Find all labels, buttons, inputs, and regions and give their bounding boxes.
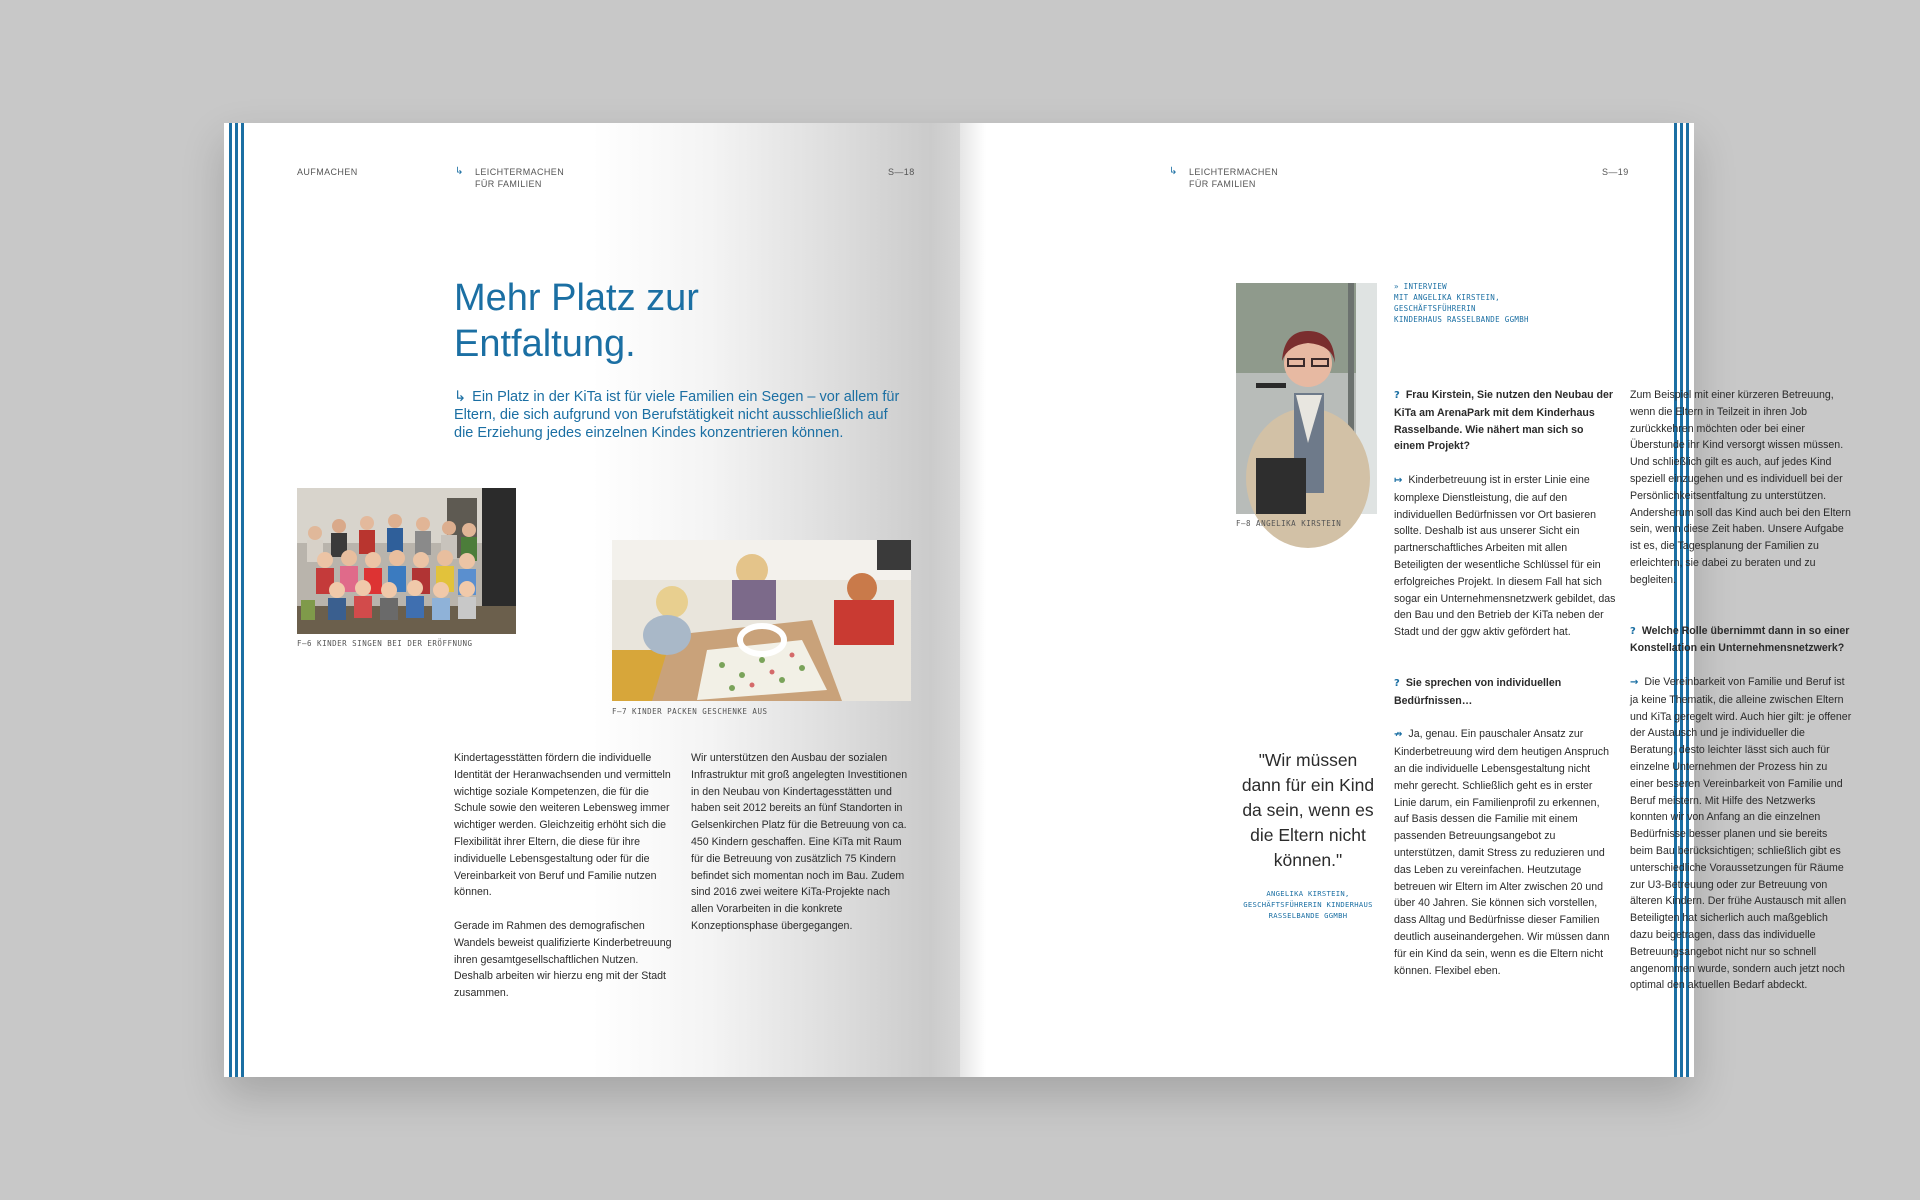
children-group-image <box>297 488 516 634</box>
question-mark-icon: ? <box>1394 677 1400 689</box>
answer-2-continued: Zum Beispiel mit einer kürzeren Betreuung, wenn die Eltern in Teilzeit in ihren Job zurückkehren möchten oder bei einer Überstunde ihr Kind versorgt wissen müssen. Und schließlich gilt es auch, auf jedes Kind speziell einzugehen und es individuell bei der Persönlichkeitsentfaltung zu unterstützen. Andersherum soll das Kind auch bei den Eltern sein, wenn diese Zeit haben. Unsere Aufgabe ist es, die Tagesplanung der Familien zu erleichtern, sie dabei zu beraten und zu begleiten. <box>1630 389 1851 586</box>
question-mark-icon: ? <box>1630 625 1636 637</box>
interview-tag-line: » INTERVIEW <box>1394 282 1447 291</box>
answer-arrow-icon: → <box>1630 676 1639 688</box>
interview-column-1 <box>1394 387 1617 1013</box>
question-2 <box>1394 675 1617 710</box>
left-edge-stripes <box>228 123 248 1077</box>
portrait-caption: F–8 ANGELIKA KIRSTEIN <box>1236 519 1342 528</box>
topic-line-1: LEICHTERMACHEN <box>1189 167 1279 177</box>
page-title <box>454 275 699 367</box>
photo-caption-7: F–7 KINDER PACKEN GESCHENKE AUS <box>612 707 768 716</box>
title-line-1: Mehr Platz zur <box>454 277 699 319</box>
quote-source-line: RASSELBANDE GGMBH <box>1268 911 1348 920</box>
answer-3-text: Die Vereinbarkeit von Familie und Beruf ist ja keine Thematik, die alleine zwischen Eltern und KiTa geregelt wird. Auch hier gilt: je offener der Austausch und je individueller die Beratung, desto leichter lässt sich auch für einzelne Unternehmen der Prozess hin zu einer besseren Vereinbarkeit von Familie und Beruf meistern. Mit Hilfe des Netzwerks konnten wir von Anfang an die einzelnen Bedürfnisse besser planen und sie bereits beim Bau berücksichtigen; schließlich gibt es unterschiedliche Voraussetzungen für Räume zur U3-Betreuung oder zur Betreuung von älteren Kindern. Der frühe Austausch mit allen Beteiligten hat sicherlich auch maßgeblich dazu beigetragen, dass das individuelle Betreuungsangebot nicht nur so schnell angenommen wurde, sondern auch jetzt noch optimal den aktuellen Bedarf abdeckt. <box>1630 675 1852 992</box>
left-page <box>224 123 960 1077</box>
photo-children-unpacking <box>612 540 911 701</box>
interview-tag-line: KINDERHAUS RASSELBANDE GGMBH <box>1394 315 1529 324</box>
question-3-text: Welche Rolle übernimmt dann in so einer Konstellation ein Unternehmensnetzwerk? <box>1630 624 1850 655</box>
portrait-photo <box>1236 283 1377 514</box>
photo-caption-6: F–6 KINDER SINGEN BEI DER ERÖFFNUNG <box>297 639 473 648</box>
body-paragraph: Kindertagesstätten fördern die individuelle Identität der Heranwachsenden und vermitteln wichtige soziale Kompetenzen, die für die Schule sowie den weiteren Lebensweg immer wichtiger werden. Gleichzeitig erhöht sich die Flexibilität ihrer Eltern, die diese für ihre individuelle Lebensgestaltung oder für die Vereinbarkeit von Beruf und Familie nutzen können. <box>454 752 671 899</box>
quote-source-line: GESCHÄFTSFÜHRERIN KINDERHAUS <box>1243 900 1373 909</box>
answer-arrow-icon: ↛ <box>1394 729 1403 741</box>
page-number: S—18 <box>888 167 915 177</box>
answer-1-text: Kinderbetreuung ist in erster Linie eine komplexe Dienstleistung, die auf den individuellen Bedürfnissen vor Ort basieren sollte. Deshalb ist aus unserer Sicht ein partnerschaftliches Arbeiten mit allen Beteiligten der wesentliche Schlüssel für ein erfolgreiches Projekt. In diesem Fall hat sich sogar ein Unternehmensnetzwerk gebildet, das den Bau und den Betrieb der KiTa neben der Stadt und der ggw aktiv gefördert hat. <box>1394 473 1616 639</box>
pull-quote: "Wir müssen dann für ein Kind da sein, wenn es die Eltern nicht können." <box>1241 750 1375 870</box>
portrait-image <box>1236 283 1377 514</box>
answer-1 <box>1394 472 1617 641</box>
topic-line-2: FÜR FAMILIEN <box>1189 179 1256 189</box>
magazine-spread <box>224 123 1852 1077</box>
children-unpacking-image <box>612 540 911 701</box>
section-label: AUFMACHEN <box>297 167 358 177</box>
pull-quote-source <box>1228 888 1388 921</box>
right-page <box>960 123 1852 1077</box>
body-paragraph: Wir unterstützen den Ausbau der sozialen Infrastruktur mit groß angelegten Investitionen in den Neubau von Kindertagesstätten und haben seit 2012 bereits an fünf Standorten in Gelsenkirchen Platz für die Betreuung von ca. 450 Kindern geschaffen. Eine KiTa mit Raum für die Betreuung von zusätzlich 75 Kindern befindet sich momentan noch im Bau. Zudem sind 2016 zwei weitere KiTa-Projekte nach allen Vorarbeiten in die konkrete Konzeptionsphase übergegangen. <box>691 752 908 932</box>
title-line-2: Entfaltung. <box>454 323 636 365</box>
topic-line-2: FÜR FAMILIEN <box>475 179 542 189</box>
body-column-2 <box>691 750 913 952</box>
interview-column-2 <box>1630 387 1853 1028</box>
topic-line-1: LEICHTERMACHEN <box>475 167 565 177</box>
lead-paragraph <box>454 388 904 442</box>
body-paragraph: Gerade im Rahmen des demografischen Wandels beweist qualifizierte Kinderbetreuung ihren gesamtgesellschaftlichen Nutzen. Deshalb arbeiten wir hierzu eng mit der Stadt zusammen. <box>454 919 672 1000</box>
body-column-1 <box>454 750 676 1019</box>
lead-arrow-icon: ↳ <box>454 389 467 405</box>
answer-2 <box>1394 726 1617 979</box>
lead-text: Ein Platz in der KiTa ist für viele Familien ein Segen – vor allem für Eltern, die sich aufgrund von Berufstätigkeit nicht ausschließlich auf die Erziehung jedes einzelnen Kindes konzentrieren können. <box>454 389 900 441</box>
quote-source-line: ANGELIKA KIRSTEIN, <box>1266 889 1350 898</box>
question-3 <box>1630 623 1853 658</box>
answer-3 <box>1630 674 1853 994</box>
question-1 <box>1394 387 1617 455</box>
question-2-text: Sie sprechen von individuellen Bedürfnissen… <box>1394 676 1562 707</box>
question-1-text: Frau Kirstein, Sie nutzen den Neubau der KiTa am ArenaPark mit dem Kinderhaus Rasselbande. Wie nähert man sich so einem Projekt? <box>1394 389 1614 453</box>
question-mark-icon: ? <box>1394 390 1400 401</box>
interview-tag <box>1394 281 1529 325</box>
answer-2-text: Ja, genau. Ein pauschaler Ansatz zur Kinderbetreuung wird dem heutigen Anspruch an die individuelle Lebensgestaltung nicht mehr gerecht. Schließlich geht es in erster Linie darum, ein Familienprofil zu erkennen, auf Basis dessen die Familie mit einem passenden Betreuungsangebot zu unterstützen, damit Stress zu reduzieren und das Leben zu vereinfachen. Heutzutage betreuen wir Eltern im Alter zwischen 20 und über 40 Jahren. Sie können sich vorstellen, dass Alltag und Bedürfnisse dieser Familien deutlich auseinandergehen. Wir müssen dann für ein Kind da sein, wenn es die Eltern nicht können. Flexibel eben. <box>1394 728 1610 977</box>
topic-label <box>455 166 565 190</box>
interview-tag-line: GESCHÄFTSFÜHRERIN <box>1394 304 1476 313</box>
interview-tag-line: MIT ANGELIKA KIRSTEIN, <box>1394 293 1500 302</box>
topic-label <box>1169 166 1279 190</box>
photo-children-singing <box>297 488 516 634</box>
page-number: S—19 <box>1602 167 1629 177</box>
arrow-icon: ↳ <box>455 166 464 177</box>
answer-arrow-icon: ↦ <box>1394 474 1403 486</box>
arrow-icon: ↳ <box>1169 166 1178 177</box>
